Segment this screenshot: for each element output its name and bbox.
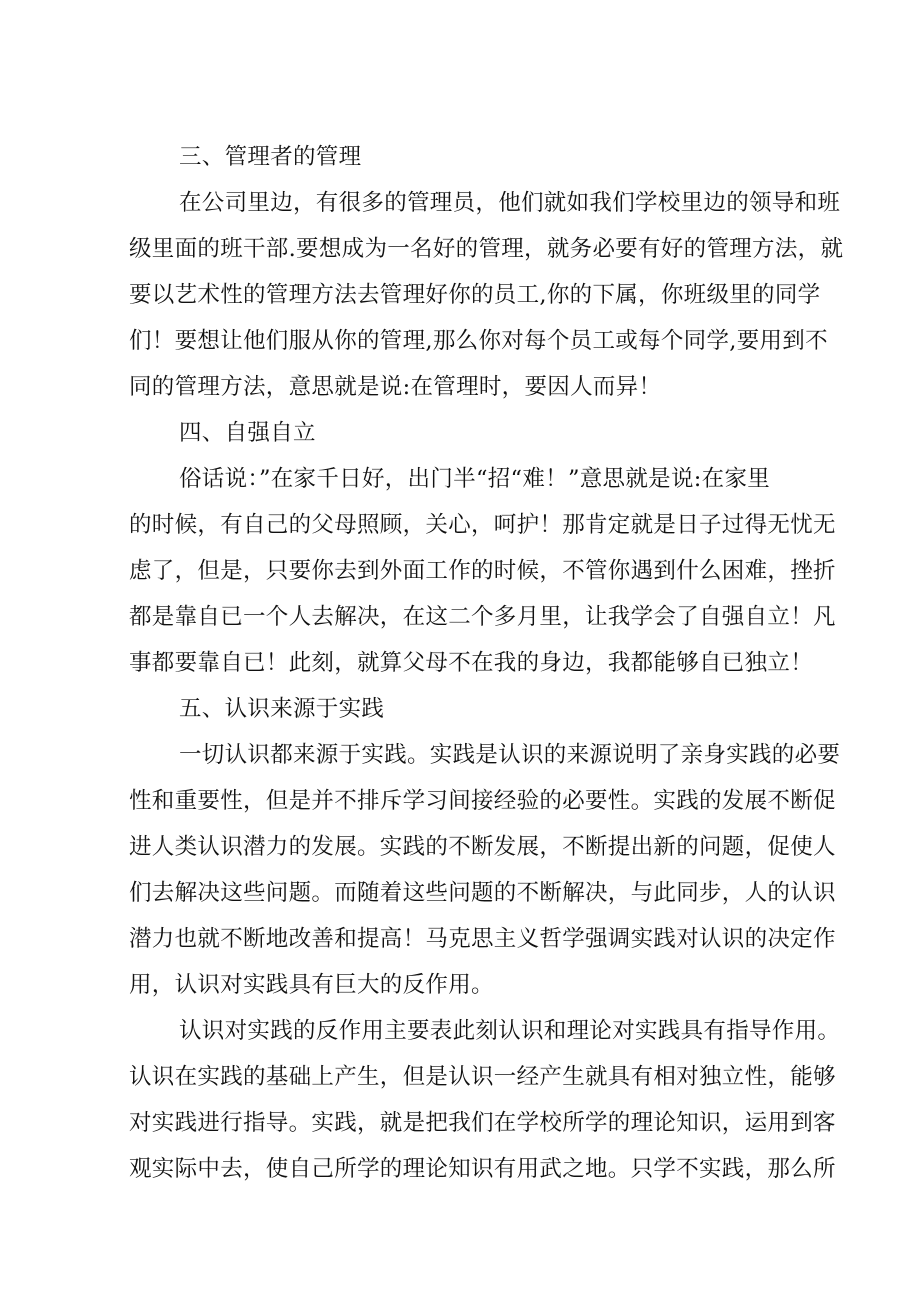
- paragraph-line: 们去解决这些问题。而随着这些问题的不断解决，与此同步，人的认识: [129, 880, 836, 906]
- paragraph-line: 潜力也就不断地改善和提高！马克思主义哲学强调实践对认识的决定作: [129, 926, 836, 952]
- paragraph-line: 认识在实践的基础上产生，但是认识一经产生就具有相对独立性，能够: [129, 1064, 836, 1090]
- paragraph-line: 的时候，有自己的父母照顾，关心，呵护！那肯定就是日子过得无忧无: [129, 512, 836, 538]
- section-heading: 三、管理者的管理: [179, 144, 362, 170]
- paragraph-line: 用，认识对实践具有巨大的反作用。: [129, 972, 494, 998]
- paragraph-line: 认识对实践的反作用主要表此刻认识和理论对实践具有指导作用。: [179, 1018, 841, 1044]
- paragraph-line: 一切认识都来源于实践。实践是认识的来源说明了亲身实践的必要: [179, 742, 841, 768]
- paragraph-line: 进人类认识潜力的发展。实践的不断发展，不断提出新的问题，促使人: [129, 834, 836, 860]
- paragraph-line: 观实际中去，使自己所学的理论知识有用武之地。只学不实践，那么所: [129, 1156, 836, 1182]
- paragraph-line: 对实践进行指导。实践，就是把我们在学校所学的理论知识，运用到客: [129, 1110, 836, 1136]
- paragraph-line: 事都要靠自已！此刻，就算父母不在我的身边，我都能够自已独立！: [129, 650, 814, 676]
- section-heading: 四、自强自立: [179, 420, 316, 446]
- paragraph-line: 俗话说：”在家千日好，出门半“招“难！”意思就是说:在家里: [179, 466, 771, 492]
- paragraph-line: 虑了，但是，只要你去到外面工作的时候，不管你遇到什么困难，挫折: [129, 558, 836, 584]
- paragraph-line: 们！要想让他们服从你的管理,那么你对每个员工或每个同学,要用到不: [129, 328, 828, 354]
- paragraph-line: 性和重要性，但是并不排斥学习间接经验的必要性。实践的发展不断促: [129, 788, 836, 814]
- section-heading: 五、认识来源于实践: [179, 696, 385, 722]
- paragraph-line: 同的管理方法，意思就是说:在管理时，要因人而异！: [129, 374, 662, 400]
- paragraph-line: 在公司里边，有很多的管理员，他们就如我们学校里边的领导和班: [179, 190, 841, 216]
- paragraph-line: 都是靠自已一个人去解决，在这二个多月里，让我学会了自强自立！凡: [129, 604, 836, 630]
- paragraph-line: 要以艺术性的管理方法去管理好你的员工,你的下属，你班级里的同学: [129, 282, 821, 308]
- paragraph-line: 级里面的班干部.要想成为一名好的管理，就务必要有好的管理方法，就: [129, 236, 844, 262]
